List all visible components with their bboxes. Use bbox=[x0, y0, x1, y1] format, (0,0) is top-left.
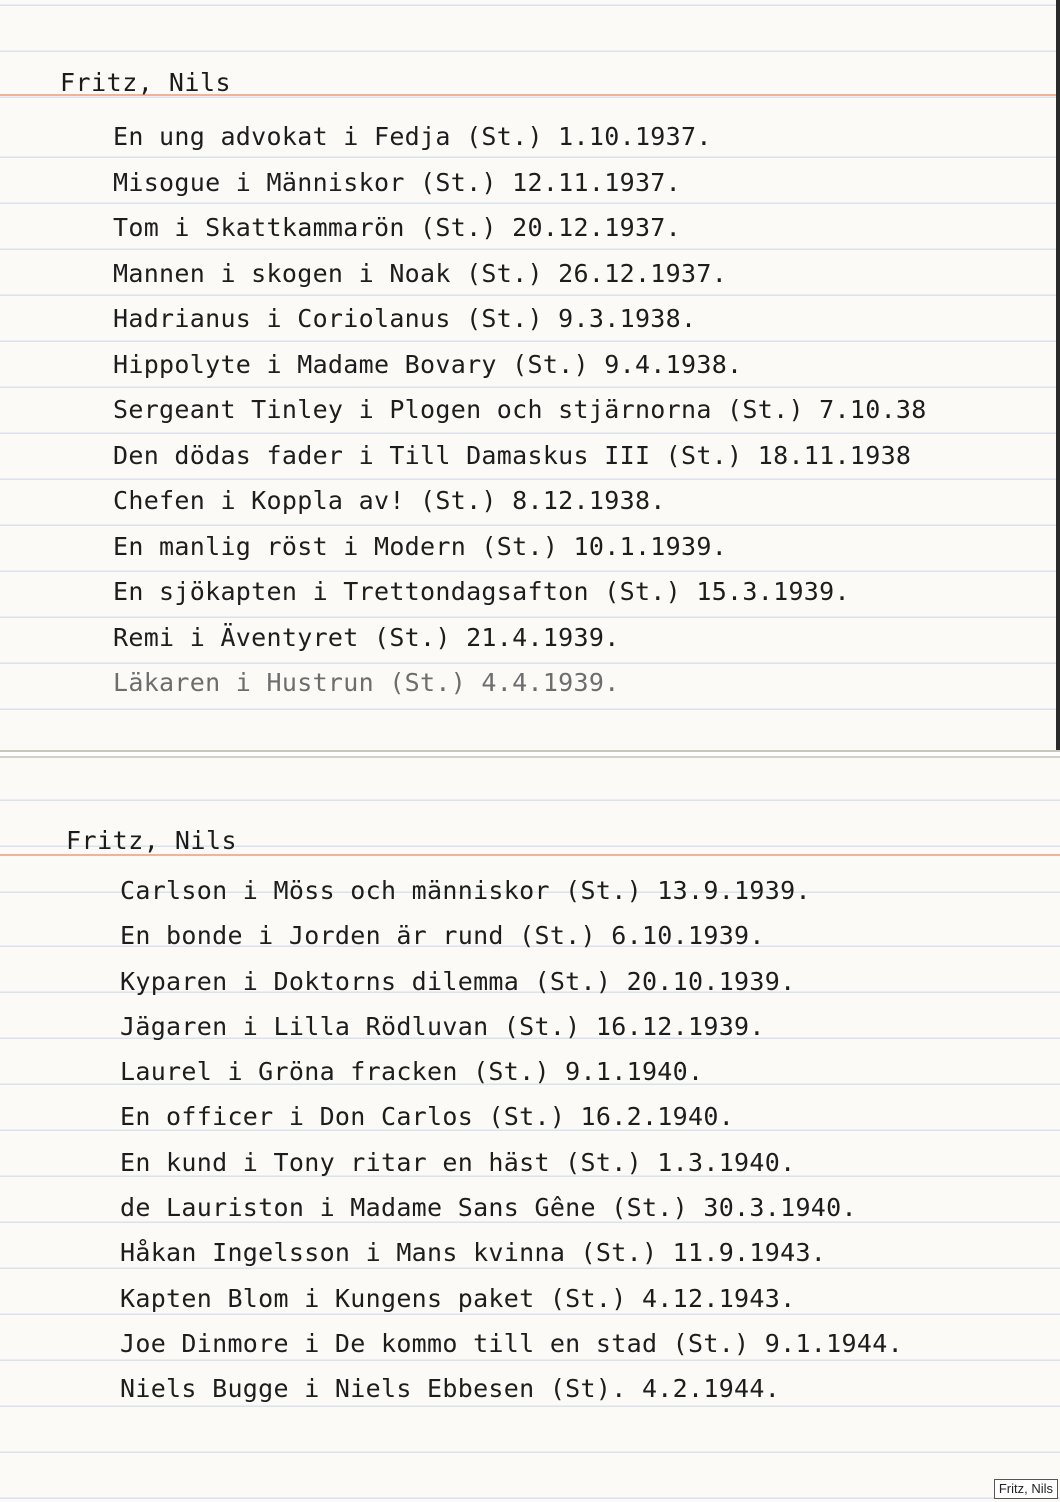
role-entry: Jägaren i Lilla Rödluvan (St.) 16.12.1939. bbox=[120, 1011, 765, 1041]
role-entry: Håkan Ingelsson i Mans kvinna (St.) 11.9.1943. bbox=[120, 1238, 827, 1268]
role-entry: En ung advokat i Fedja (St.) 1.10.1937. bbox=[113, 122, 712, 151]
role-entry: Läkaren i Hustrun (St.) 4.4.1939. bbox=[113, 668, 620, 697]
role-entry: Remi i Äventyret (St.) 21.4.1939. bbox=[113, 622, 620, 652]
card-person-name: Fritz, Nils bbox=[66, 826, 238, 855]
role-entry: Tom i Skattkammarön (St.) 20.12.1937. bbox=[113, 213, 681, 242]
role-entry: Mannen i skogen i Noak (St.) 26.12.1937. bbox=[113, 258, 728, 288]
role-entry: En sjökapten i Trettondagsafton (St.) 15.3.1939. bbox=[113, 577, 850, 606]
role-entry: Den dödas fader i Till Damaskus III (St.) 18.11.1938 bbox=[113, 440, 912, 470]
role-entry: Kyparen i Doktorns dilemma (St.) 20.10.1939. bbox=[120, 966, 796, 996]
card-edge bbox=[1056, 0, 1060, 750]
role-entry: En manlig röst i Modern (St.) 10.1.1939. bbox=[113, 531, 728, 561]
role-entry: Hippolyte i Madame Bovary (St.) 9.4.1938. bbox=[113, 349, 743, 379]
role-entry: En bonde i Jorden är rund (St.) 6.10.1939. bbox=[120, 921, 765, 951]
role-entry: de Lauriston i Madame Sans Gêne (St.) 30.3.1940. bbox=[120, 1193, 857, 1223]
role-entry: Hadrianus i Coriolanus (St.) 9.3.1938. bbox=[113, 304, 697, 333]
role-entry: Sergeant Tinley i Plogen och stjärnorna (St.) 7.10.38 bbox=[113, 395, 927, 424]
role-entry: En officer i Don Carlos (St.) 16.2.1940. bbox=[120, 1102, 735, 1132]
role-list bbox=[120, 868, 903, 1412]
card-person-name: Fritz, Nils bbox=[60, 68, 232, 97]
image-caption: Fritz, Nils bbox=[994, 1479, 1058, 1499]
role-entry: Chefen i Koppla av! (St.) 8.12.1938. bbox=[113, 486, 666, 515]
role-list bbox=[113, 114, 927, 706]
index-card-2 bbox=[0, 756, 1060, 1502]
role-entry: Misogue i Människor (St.) 12.11.1937. bbox=[113, 167, 681, 197]
role-entry: Niels Bugge i Niels Ebbesen (St). 4.2.1944. bbox=[120, 1374, 781, 1404]
role-entry: Carlson i Möss och människor (St.) 13.9.1939. bbox=[120, 876, 811, 905]
role-entry: En kund i Tony ritar en häst (St.) 1.3.1940. bbox=[120, 1147, 796, 1177]
role-entry: Joe Dinmore i De kommo till en stad (St.) 9.1.1944. bbox=[120, 1328, 903, 1358]
role-entry: Kapten Blom i Kungens paket (St.) 4.12.1943. bbox=[120, 1283, 796, 1313]
role-entry: Laurel i Gröna fracken (St.) 9.1.1940. bbox=[120, 1057, 704, 1087]
